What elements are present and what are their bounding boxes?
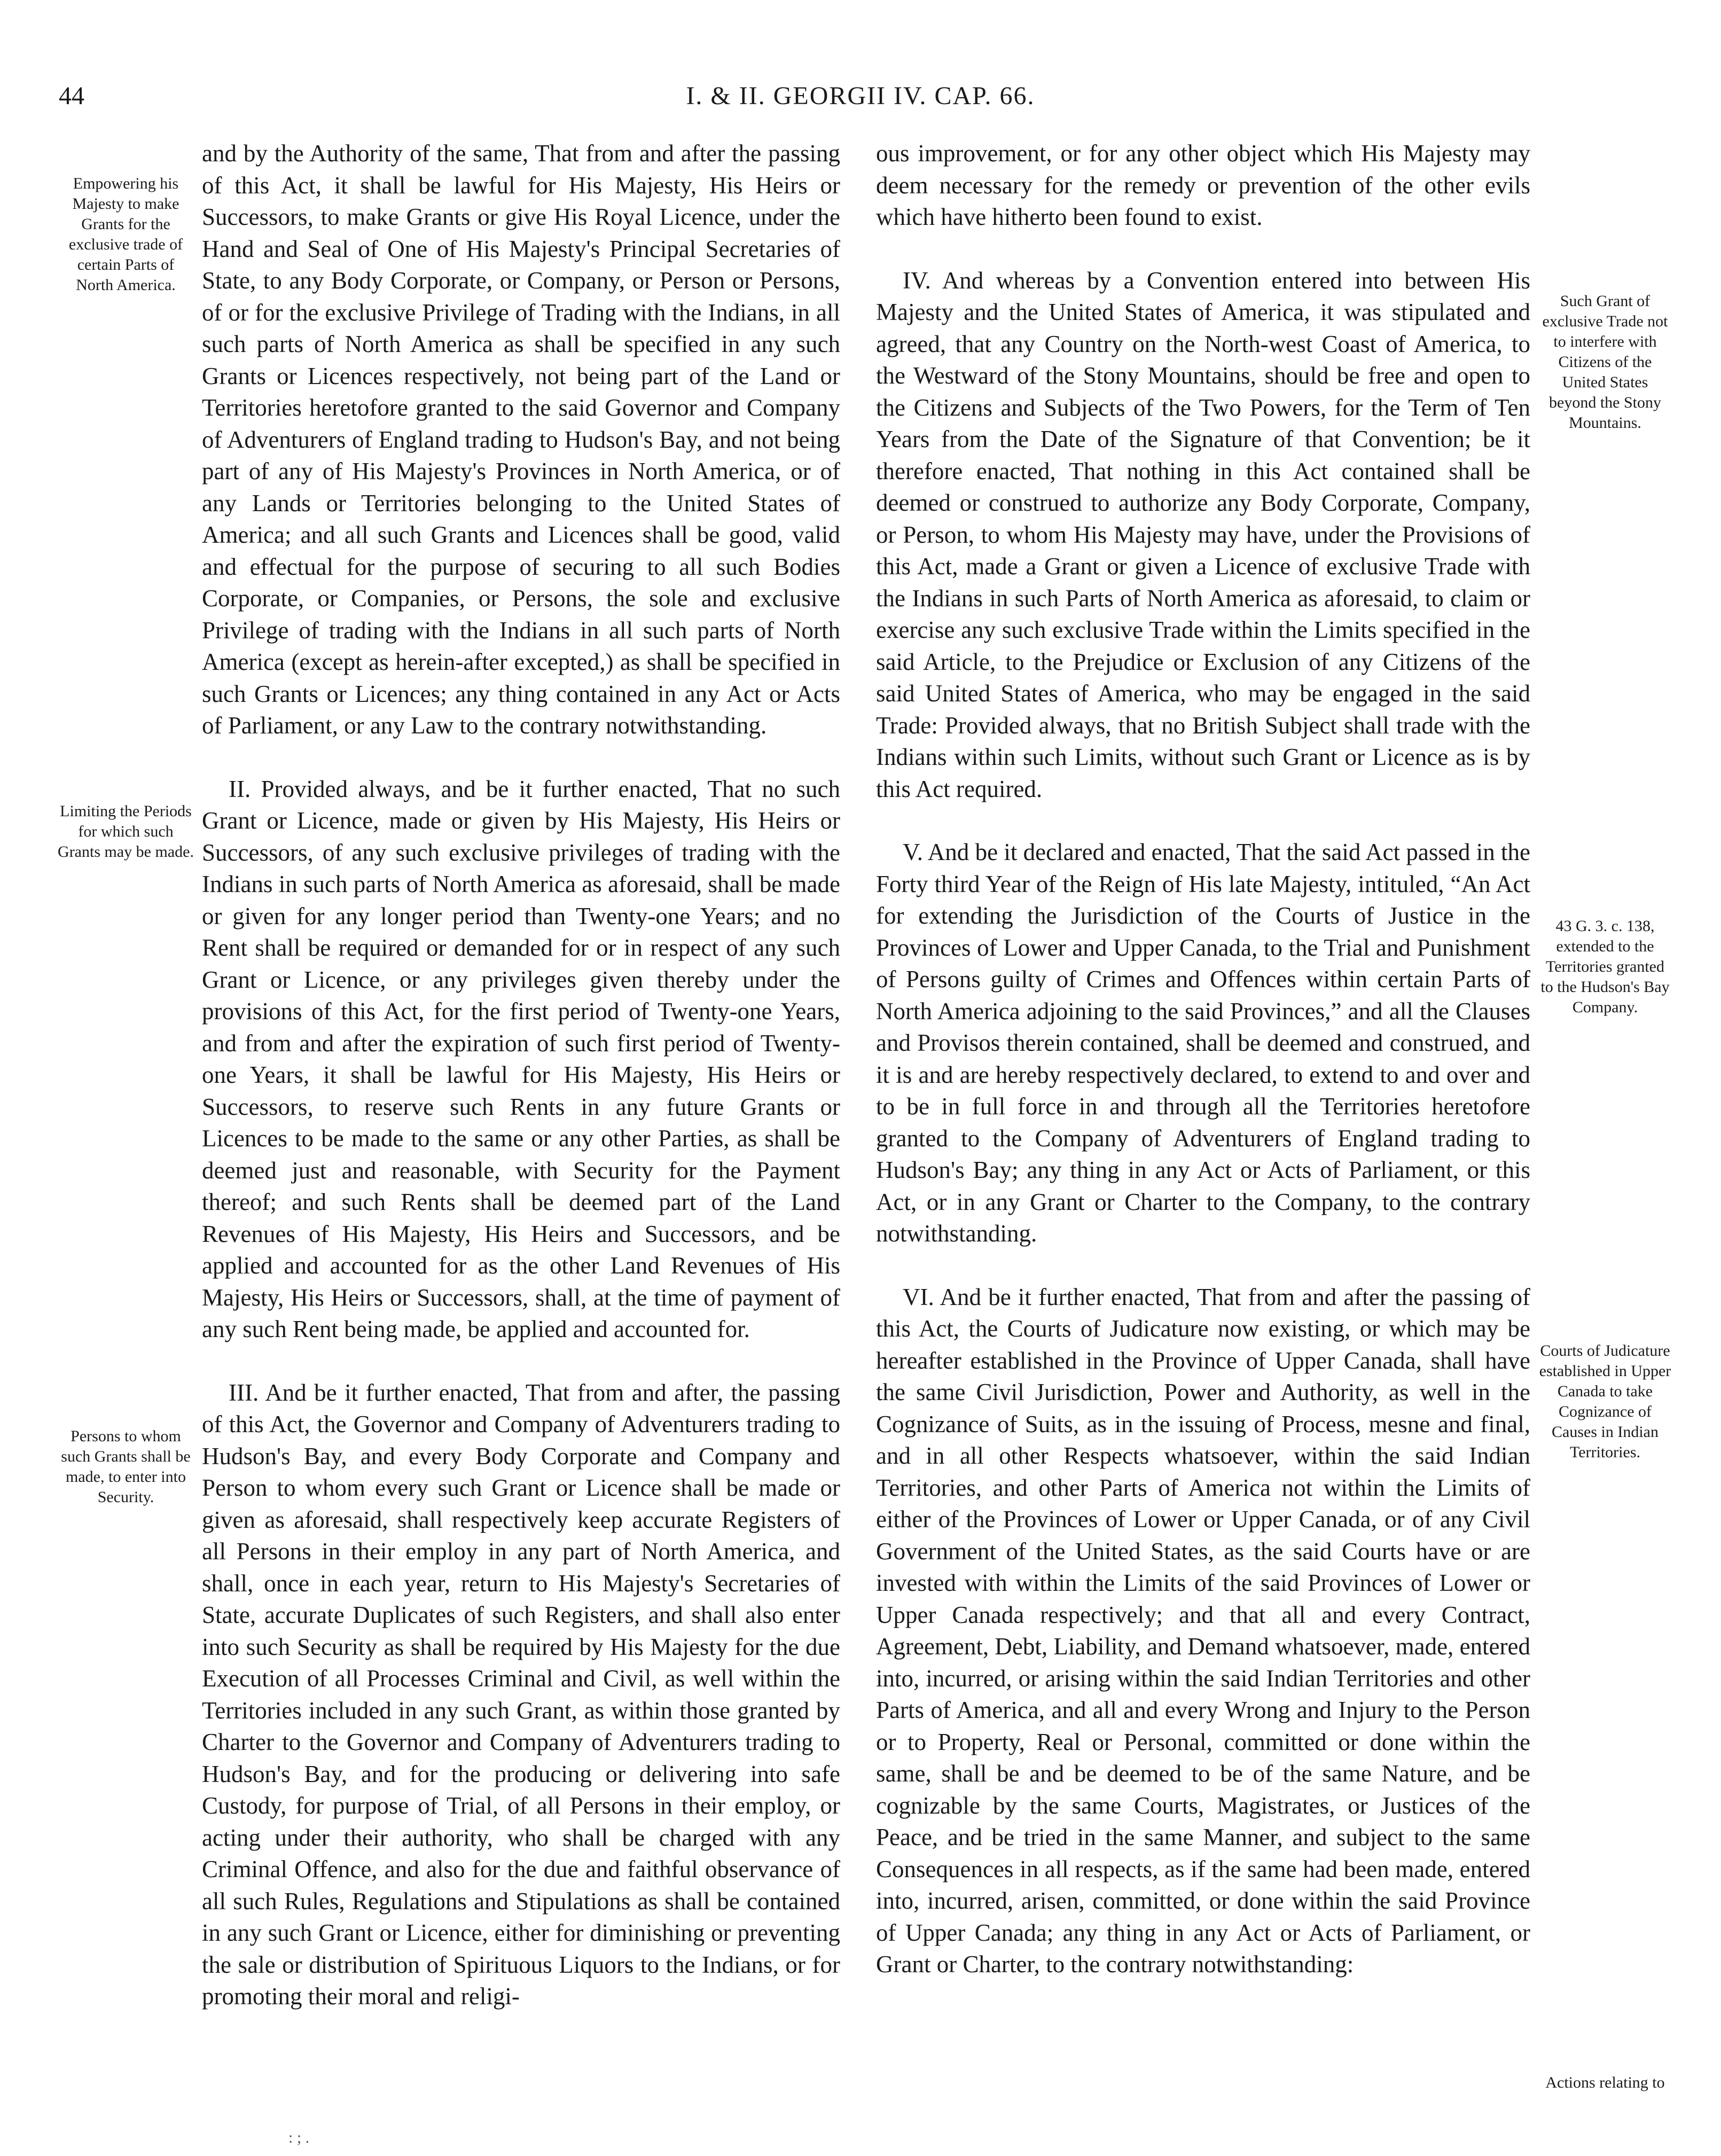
running-head: I. & II. GEORGII IV. CAP. 66. [686,82,1035,110]
paragraph-section-2: II. Provided always, and be it further enacted, That no such Grant or Licence, made or given by His Majesty, His Heirs or Successors, of any such exclusive privileges of trading with the Indians in such parts of North America as aforesaid, shall be made or given for any longer period than Twenty-one Years; and no Rent shall be required or demanded for or in respect of any such Grant or Licence, or any privileges given thereby under the provisions of this Act, for the first period of Twenty-one Years, and from and after the expiration of such first period of Twenty-one Years, it shall be lawful for His Majesty, His Heirs or Successors, to reserve such Rents in any future Grants or Licences to be made to the same or any other Parties, as shall be deemed just and reasonable, with Security for the Payment thereof; and such Rents shall be deemed part of the Land Revenues of His Majesty, His Heirs and Successors, and be applied and accounted for as the other Land Revenues of His Majesty, His Heirs or Successors, shall, at the time of payment of any such Rent being made, be applied and accounted for. [202,775,840,1342]
marginal-note-persons-security: Persons to whom such Grants shall be made, to enter into Security. [61,1427,191,1506]
paragraph-section-3: III. And be it further enacted, That from and after, the passing of this Act, the Governor and Company of Adventurers trading to Hudson's Bay, and every Body Corporate and Company and Person to whom every such Grant or Licence shall be made or given as aforesaid, shall respectively keep accurate Registers of all Persons in their employ in any part of North America, and shall, once in each year, return to His Majesty's Secretaries of State, accurate Duplicates of such Registers, and shall also enter into such Security as shall be required by His Majesty for the due Execution of all Processes Criminal and Civil, as well within the Territories included in any such Grant, as within those granted by Charter to the Governor and Company of Adventurers trading to Hudson's Bay, and for the producing or delivering into safe Custody, for purpose of Trial, of all Persons in their employ, or acting under their authority, who shall be charged with any Criminal Offence, and also for the due and faithful observance of all such Rules, Regulations and Stipulations as shall be contained in any such Grant or Licence, either for diminishing or preventing the sale or distribution of Spirituous Liquors to the Indians, or for promoting their moral and religi- [202,1379,840,2010]
paragraph-section-4: IV. And whereas by a Convention entered into between His Majesty and the United States of America, it was stipulated and agreed, that any Country on the North-west Coast of America, to the Westward of the Stony Mountains, should be free and open to the Citizens and Subjects of the Two Powers, for the Term of Ten Years from the Date of the Signature of that Convention; be it therefore enacted, That nothing in this Act contained shall be deemed or construed to authorize any Body Corporate, Company, or Person, to whom His Majesty may have, under the Provisions of this Act, made a Grant or given a Licence of exclusive Trade with the Indians in such Parts of North America as aforesaid, to claim or exercise any such exclusive Trade within the Limits specified in the said Article, to the Prejudice or Exclusion of any Citizens of the said United States of America, who may be engaged in the said Trade: Provided always, that no British Subject shall trade with the Indians within such Limits, without such Grant or Licence as is by this Act required. [876,267,1530,802]
marginal-note-empowering: Empowering his Majesty to make Grants for the exclusive trade of certain Parts of North America. [68,175,183,294]
marginal-note-courts-of-judicature: Courts of Judicature established in Upper Canada to take Cognizance of Causes in Indian Territories. [1539,1342,1671,1461]
marginal-note-actions-relating: Actions relating to [1545,2074,1665,2091]
right-text-column [876,138,1530,1981]
footer-mark: : ; . [288,2129,310,2146]
left-text-column [202,138,840,2013]
paragraph-1-continuation: and by the Authority of the same, That from and after the passing of this Act, it shall be lawful for His Majesty, His Heirs or Successors, to make Grants or give His Royal Licence, under the Hand and Seal of One of His Majesty's Principal Secretaries of State, to any Body Corporate, or Company, or Person or Persons, of or for the exclusive Privilege of Trading with the Indians, in all such parts of North America as shall be specified in any such Grants or Licences respectively, not being part of the Land or Territories heretofore granted to the said Governor and Company of Adventurers of England trading to Hudson's Bay, and not being part of any of His Majesty's Provinces in North America, or of any Lands or Territories belonging to the United States of America; and all such Grants and Licences shall be good, valid and effectual for the purpose of securing to all such Bodies Corporate, or Companies, or Persons, the sole and exclusive Privilege of trading with the Indians in all such parts of North America (except as herein-after excepted,) as shall be specified in such Grants or Licences; any thing contained in any Act or Acts of Parliament, or any Law to the contrary notwithstanding. [202,140,840,739]
paragraph-section-5: V. And be it declared and enacted, That the said Act passed in the Forty third Year of the Reign of His late Majesty, intituled, “An Act for extending the Jurisdiction of the Courts of Justice in the Provinces of Lower and Upper Canada, to the Trial and Punishment of Persons guilty of Crimes and Offences within certain Parts of North America adjoining to the said Provinces,” and all the Clauses and Provisos therein contained, shall be deemed and construed, and it is and are hereby respectively declared, to extend to and over and to be in full force in and through all the Territories heretofore granted to the Company of Adventurers of England trading to Hudson's Bay; any thing in any Act or Acts of Parliament, or this Act, or in any Grant or Charter to the Company, to the contrary notwithstanding. [876,839,1530,1247]
paragraph-section-3-continuation: ous improvement, or for any other object which His Majesty may deem necessary for the remedy or prevention of the other evils which have hitherto been found to exist. [876,140,1530,230]
page-number: 44 [59,82,84,110]
marginal-note-43-geo-3: 43 G. 3. c. 138, extended to the Territories granted to the Hudson's Bay Company. [1540,917,1670,1016]
paragraph-section-6: VI. And be it further enacted, That from and after the passing of this Act, the Courts of Judicature now existing, or which may be hereafter established in the Province of Upper Canada, shall have the same Civil Jurisdiction, Power and Authority, as well in the Cognizance of Suits, as in the issuing of Process, mesne and final, and in all other Respects whatsoever, within the said Indian Territories, and other Parts of America not within the Limits of either of the Provinces of Lower or Upper Canada, or of any Civil Government of the United States, as the said Courts have or are invested with within the Limits of the said Provinces of Lower or Upper Canada respectively; and that all and every Contract, Agreement, Debt, Liability, and Demand whatsoever, made, entered into, incurred, or arising within the said Indian Territories and other Parts of America, and all and every Wrong and Injury to the Person or to Property, Real or Personal, committed or done within the same, shall be and be deemed to be of the same Nature, and be cognizable by the same Courts, Magistrates, or Justices of the Peace, and be tried in the same Manner, and subject to the same Consequences in all respects, as if the same had been made, entered into, incurred, arisen, committed, or done within the said Province of Upper Canada; any thing in any Act or Acts of Parliament, or Grant or Charter, to the contrary notwithstanding: [876,1283,1530,1978]
marginal-note-stony-mountains: Such Grant of exclusive Trade not to interfere with Citizens of the United States beyond the Stony Mountains. [1542,292,1668,432]
marginal-note-limiting-periods: Limiting the Periods for which such Grants may be made. [58,802,194,861]
